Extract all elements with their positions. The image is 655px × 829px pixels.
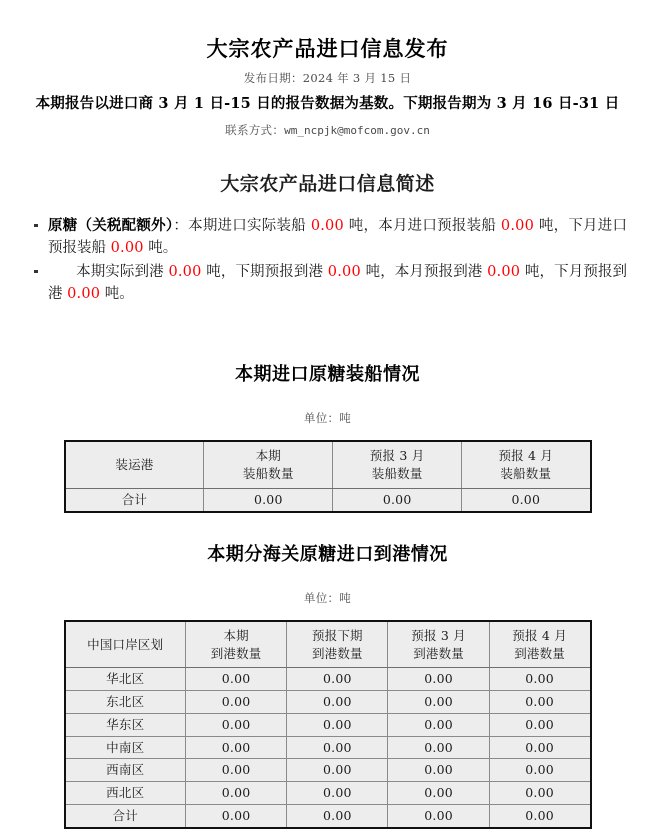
arrival-col-forecast-march-l2: 到港数量 xyxy=(413,645,464,661)
arrival-cell-forecast-next: 0.00 xyxy=(287,668,388,691)
shipment-table-head xyxy=(65,441,591,488)
table-row xyxy=(65,804,591,827)
contact-line xyxy=(0,123,655,138)
arrival-row-label: 西北区 xyxy=(65,782,186,805)
arrival-cell-forecast-next: 0.00 xyxy=(287,759,388,782)
summary-bullet-raw-sugar-arrival xyxy=(22,261,627,305)
arrival-cell-current: 0.00 xyxy=(185,804,286,827)
shipment-cell-forecast-march: 0.00 xyxy=(333,488,462,511)
arrival-cell-forecast-next: 0.00 xyxy=(287,713,388,736)
bullet-text-seg4: 吨。 xyxy=(143,239,178,256)
arrival-cell-forecast-march: 0.00 xyxy=(388,736,489,759)
shipment-col-forecast-april-l1: 预报 4 月 xyxy=(498,448,554,464)
contact-label: 联系方式： xyxy=(225,122,285,137)
arrival-header-row xyxy=(65,621,591,668)
table-row xyxy=(65,691,591,714)
shipment-col-current-l1: 本期 xyxy=(255,448,281,464)
publish-date: 发布日期：2024 年 3 月 15 日 xyxy=(243,71,412,86)
arrival-cell-forecast-april: 0.00 xyxy=(489,804,590,827)
table-row xyxy=(65,736,591,759)
bullet-text-seg2: 吨，本月进口预报装船 xyxy=(343,217,501,234)
value-current-actual-arrival: 0.00 xyxy=(168,263,202,280)
shipment-header-row xyxy=(65,441,591,488)
shipment-col-port xyxy=(65,441,204,488)
arrival-col-forecast-april-l1: 预报 4 月 xyxy=(512,627,567,643)
bullet-text-seg3: 吨，下月进口预报装船 xyxy=(48,217,628,256)
shipment-cell-forecast-april: 0.00 xyxy=(462,488,591,511)
arrival-cell-forecast-march: 0.00 xyxy=(388,713,489,736)
arrival-col-forecast-april xyxy=(489,621,590,668)
value-next-period-forecast-arrival: 0.00 xyxy=(327,263,361,280)
arrival-cell-forecast-april: 0.00 xyxy=(489,713,590,736)
arrival-cell-forecast-april: 0.00 xyxy=(489,736,590,759)
arrival-cell-current: 0.00 xyxy=(185,691,286,714)
shipment-col-port-l1: 装运港 xyxy=(115,457,154,473)
shipment-unit-caption: 单位：吨 xyxy=(303,411,352,426)
arrival-col-current xyxy=(185,621,286,668)
bullet2-text-seg4: 吨，下月预报到港 xyxy=(48,263,628,302)
summary-block xyxy=(0,215,655,305)
table-row xyxy=(65,782,591,805)
shipment-col-forecast-april-l2: 装船数量 xyxy=(500,466,552,481)
value-next-month-forecast-shipment: 0.00 xyxy=(110,239,144,256)
table-row xyxy=(65,668,591,691)
arrival-cell-forecast-march: 0.00 xyxy=(388,804,489,827)
summary-bullet-raw-sugar-shipment xyxy=(22,215,627,259)
bullet-text-seg1: 本期进口实际装船 xyxy=(188,217,311,234)
arrival-cell-forecast-next: 0.00 xyxy=(287,736,388,759)
shipment-col-current xyxy=(204,441,333,488)
shipment-col-forecast-march-l1: 预报 3 月 xyxy=(369,448,425,464)
arrival-cell-current: 0.00 xyxy=(185,759,286,782)
arrival-cell-forecast-april: 0.00 xyxy=(489,668,590,691)
arrival-section-heading: 本期分海关原糖进口到港情况 xyxy=(207,543,448,565)
bullet2-text-seg3: 吨，本月预报到港 xyxy=(360,263,488,280)
arrival-col-current-l1: 本期 xyxy=(223,627,249,643)
arrival-row-label: 华东区 xyxy=(65,713,186,736)
arrival-cell-current: 0.00 xyxy=(185,713,286,736)
arrival-unit-caption: 单位：吨 xyxy=(303,590,352,605)
shipment-table xyxy=(64,440,592,512)
shipment-col-forecast-march-l2: 装船数量 xyxy=(371,466,423,481)
arrival-table-head xyxy=(65,621,591,668)
arrival-cell-forecast-march: 0.00 xyxy=(388,759,489,782)
arrival-col-region xyxy=(65,621,186,668)
table-row xyxy=(65,488,591,511)
value-month-forecast-shipment: 0.00 xyxy=(500,217,535,234)
document-title: 大宗农产品进口信息发布 xyxy=(206,37,449,61)
summary-bullet-list xyxy=(22,215,627,305)
document-masthead xyxy=(0,0,655,138)
value-next-month-forecast-arrival: 0.00 xyxy=(67,285,101,302)
arrival-row-label: 中南区 xyxy=(65,736,186,759)
table-row xyxy=(65,713,591,736)
arrival-row-label: 东北区 xyxy=(65,691,186,714)
bullet2-text-seg5: 吨。 xyxy=(100,285,134,302)
shipment-col-forecast-march xyxy=(333,441,462,488)
shipment-cell-current: 0.00 xyxy=(204,488,333,511)
arrival-col-forecast-next-l1: 预报下期 xyxy=(311,627,363,643)
arrival-cell-forecast-next: 0.00 xyxy=(287,804,388,827)
arrival-cell-current: 0.00 xyxy=(185,668,286,691)
arrival-table xyxy=(64,620,592,829)
shipment-section-heading: 本期进口原糖装船情况 xyxy=(235,363,420,385)
arrival-row-label: 西南区 xyxy=(65,759,186,782)
bullet-separator: ： xyxy=(173,217,189,234)
value-month-forecast-arrival: 0.00 xyxy=(487,263,521,280)
arrival-cell-forecast-april: 0.00 xyxy=(489,759,590,782)
shipment-table-body xyxy=(65,488,591,511)
arrival-cell-forecast-march: 0.00 xyxy=(388,691,489,714)
arrival-table-body xyxy=(65,668,591,828)
arrival-col-forecast-next xyxy=(287,621,388,668)
arrival-cell-forecast-march: 0.00 xyxy=(388,782,489,805)
arrival-cell-forecast-next: 0.00 xyxy=(287,782,388,805)
arrival-col-forecast-march xyxy=(388,621,489,668)
arrival-col-region-l1: 中国口岸区划 xyxy=(87,636,164,652)
shipment-table-wrap xyxy=(0,440,655,512)
arrival-row-label: 合计 xyxy=(65,804,186,827)
arrival-cell-forecast-april: 0.00 xyxy=(489,691,590,714)
arrival-cell-forecast-march: 0.00 xyxy=(388,668,489,691)
shipment-col-forecast-april xyxy=(462,441,591,488)
arrival-col-current-l2: 到港数量 xyxy=(210,645,262,661)
contact-email[interactable]: wm_ncpjk@mofcom.gov.cn xyxy=(284,123,430,137)
arrival-table-wrap xyxy=(0,620,655,829)
arrival-row-label: 华北区 xyxy=(65,668,186,691)
arrival-cell-current: 0.00 xyxy=(185,782,286,805)
arrival-cell-forecast-next: 0.00 xyxy=(287,691,388,714)
summary-heading: 大宗农产品进口信息简述 xyxy=(220,173,435,196)
bullet2-text-seg2: 吨，下期预报到港 xyxy=(201,263,328,280)
shipment-col-current-l2: 装船数量 xyxy=(242,466,294,481)
arrival-cell-forecast-april: 0.00 xyxy=(489,782,590,805)
arrival-col-forecast-next-l2: 到港数量 xyxy=(311,645,363,661)
bullet2-text-seg1: 本期实际到港 xyxy=(76,263,169,280)
shipment-row-label: 合计 xyxy=(65,488,204,511)
arrival-col-forecast-april-l2: 到港数量 xyxy=(514,645,566,661)
arrival-cell-current: 0.00 xyxy=(185,736,286,759)
report-basis-line: 本期报告以进口商 3 月 1 日-15 日的报告数据为基数。下期报告期为 3 月 16 日-31 日 xyxy=(35,95,620,113)
table-row xyxy=(65,759,591,782)
arrival-col-forecast-march-l1: 预报 3 月 xyxy=(411,627,466,643)
value-current-actual-shipment: 0.00 xyxy=(310,217,344,234)
bullet-label-raw-sugar: 原糖（关税配额外） xyxy=(48,216,174,234)
